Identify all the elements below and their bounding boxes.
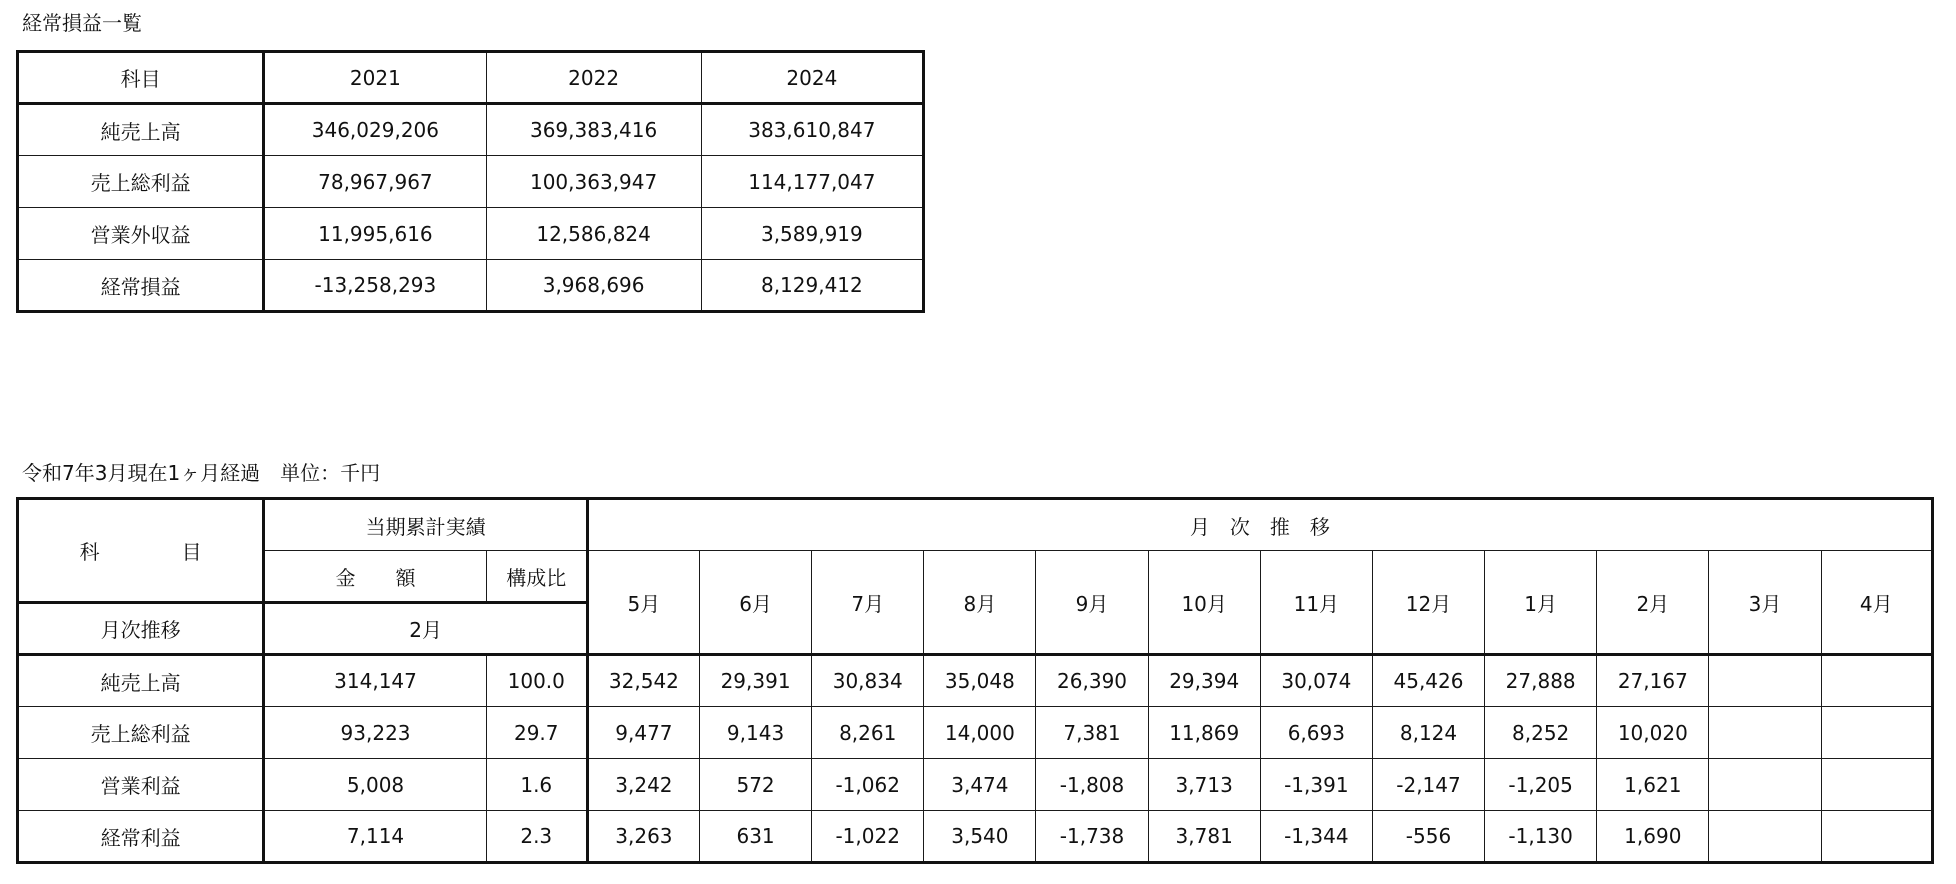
monthly-header-row-2	[18, 551, 1933, 603]
month-cell: 30,834	[812, 655, 924, 707]
monthly-table	[16, 497, 1934, 864]
table-row	[18, 759, 1933, 811]
header-cell: 2024	[701, 52, 923, 104]
header-cell: 科目	[18, 52, 264, 104]
ratio-header: 構成比	[486, 551, 587, 603]
month-header: 7月	[812, 551, 924, 655]
month-cell: 572	[699, 759, 811, 811]
table-row	[18, 811, 1933, 863]
header-cell: 2021	[264, 52, 486, 104]
month-cell: -1,130	[1485, 811, 1597, 863]
month-header: 8月	[924, 551, 1036, 655]
month-cell: -1,738	[1036, 811, 1148, 863]
month-cell: -1,022	[812, 811, 924, 863]
ratio-cell: 2.3	[486, 811, 587, 863]
month-cell: 26,390	[1036, 655, 1148, 707]
month-cell: -556	[1372, 811, 1484, 863]
table-cell: 78,967,967	[264, 156, 486, 208]
month-cell	[1709, 655, 1821, 707]
table-cell: 100,363,947	[486, 156, 701, 208]
monthly-header-row-1	[18, 499, 1933, 551]
table-row	[18, 655, 1933, 707]
month-cell: 3,263	[587, 811, 699, 863]
month-cell: 14,000	[924, 707, 1036, 759]
table-cell: 11,995,616	[264, 208, 486, 260]
ratio-cell: 1.6	[486, 759, 587, 811]
row-label: 経常利益	[18, 811, 264, 863]
summary-table	[16, 50, 925, 313]
month-cell: 631	[699, 811, 811, 863]
month-header: 4月	[1821, 551, 1932, 655]
month-cell: -1,344	[1260, 811, 1372, 863]
summary-title: 経常損益一覧	[22, 11, 142, 35]
month-cell: 10,020	[1597, 707, 1709, 759]
cumulative-header: 当期累計実績	[264, 499, 587, 551]
trend-value: 2月	[264, 603, 587, 655]
month-cell: 8,252	[1485, 707, 1597, 759]
row-label: 売上総利益	[18, 707, 264, 759]
table-cell: 346,029,206	[264, 104, 486, 156]
table-cell: 8,129,412	[701, 260, 923, 312]
month-cell: 27,167	[1597, 655, 1709, 707]
month-cell: 8,261	[812, 707, 924, 759]
month-cell: -1,062	[812, 759, 924, 811]
month-cell: -1,205	[1485, 759, 1597, 811]
ratio-cell: 100.0	[486, 655, 587, 707]
table-row	[18, 156, 924, 208]
table-cell: 114,177,047	[701, 156, 923, 208]
month-cell	[1821, 707, 1932, 759]
month-header: 12月	[1372, 551, 1484, 655]
subject-header: 科 目	[18, 499, 264, 603]
month-header: 11月	[1260, 551, 1372, 655]
month-cell: -1,808	[1036, 759, 1148, 811]
month-cell: 11,869	[1148, 707, 1260, 759]
month-header: 10月	[1148, 551, 1260, 655]
month-cell: 30,074	[1260, 655, 1372, 707]
month-cell	[1821, 759, 1932, 811]
table-cell: 3,589,919	[701, 208, 923, 260]
month-header: 9月	[1036, 551, 1148, 655]
month-cell	[1821, 655, 1932, 707]
month-cell: 9,143	[699, 707, 811, 759]
amount-header: 金 額	[264, 551, 486, 603]
month-cell: 3,242	[587, 759, 699, 811]
row-label: 純売上高	[18, 104, 264, 156]
month-header: 1月	[1485, 551, 1597, 655]
table-cell: 383,610,847	[701, 104, 923, 156]
month-cell: 6,693	[1260, 707, 1372, 759]
month-cell: 27,888	[1485, 655, 1597, 707]
month-cell	[1709, 759, 1821, 811]
table-row	[18, 104, 924, 156]
month-header: 6月	[699, 551, 811, 655]
month-cell: -1,391	[1260, 759, 1372, 811]
ratio-cell: 29.7	[486, 707, 587, 759]
row-label: 営業外収益	[18, 208, 264, 260]
month-cell: -2,147	[1372, 759, 1484, 811]
month-cell: 29,394	[1148, 655, 1260, 707]
table-cell: 12,586,824	[486, 208, 701, 260]
row-label: 経常損益	[18, 260, 264, 312]
month-header: 5月	[587, 551, 699, 655]
row-label: 純売上高	[18, 655, 264, 707]
month-cell	[1709, 707, 1821, 759]
table-cell: 369,383,416	[486, 104, 701, 156]
amount-cell: 93,223	[264, 707, 486, 759]
month-cell: 9,477	[587, 707, 699, 759]
month-cell	[1709, 811, 1821, 863]
month-cell: 8,124	[1372, 707, 1484, 759]
table-cell: -13,258,293	[264, 260, 486, 312]
month-cell: 3,474	[924, 759, 1036, 811]
table-row	[18, 707, 1933, 759]
month-cell: 3,781	[1148, 811, 1260, 863]
month-cell: 3,713	[1148, 759, 1260, 811]
month-cell: 29,391	[699, 655, 811, 707]
monthly-trend-header: 月 次 推 移	[587, 499, 1932, 551]
month-cell: 7,381	[1036, 707, 1148, 759]
month-header: 2月	[1597, 551, 1709, 655]
month-cell: 35,048	[924, 655, 1036, 707]
summary-header-row	[18, 52, 924, 104]
amount-cell: 5,008	[264, 759, 486, 811]
row-label: 営業利益	[18, 759, 264, 811]
row-label: 売上総利益	[18, 156, 264, 208]
month-cell: 45,426	[1372, 655, 1484, 707]
table-row	[18, 260, 924, 312]
amount-cell: 7,114	[264, 811, 486, 863]
table-cell: 3,968,696	[486, 260, 701, 312]
month-header: 3月	[1709, 551, 1821, 655]
month-cell: 32,542	[587, 655, 699, 707]
amount-cell: 314,147	[264, 655, 486, 707]
header-cell: 2022	[486, 52, 701, 104]
monthly-caption: 令和7年3月現在1ヶ月経過 単位：千円	[22, 461, 381, 485]
table-row	[18, 208, 924, 260]
month-cell: 3,540	[924, 811, 1036, 863]
month-cell: 1,621	[1597, 759, 1709, 811]
trend-label: 月次推移	[18, 603, 264, 655]
month-cell: 1,690	[1597, 811, 1709, 863]
month-cell	[1821, 811, 1932, 863]
